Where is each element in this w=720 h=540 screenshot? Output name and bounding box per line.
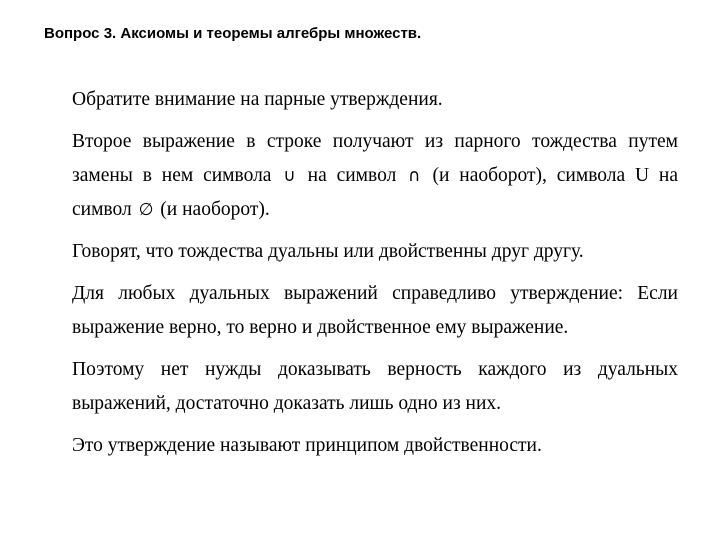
paragraph-duality: Говорят, что тождества дуальны или двойственны друг другу.: [72, 241, 584, 262]
paragraph-substitution-rule: [72, 125, 678, 227]
slide-content: [72, 83, 678, 471]
slide-title: Вопрос 3. Аксиомы и теоремы алгебры множеств.: [44, 25, 422, 42]
substitution-text-1: Второе выражение в строке получают из парного тождества путем замены в нем символа: [72, 131, 678, 186]
substitution-text-4: (и наоборот).: [160, 199, 270, 220]
paragraph-no-need-to-prove: Поэтому нет нужды доказывать верность каждого из дуальных выражений, достаточно доказать лишь одно из них.: [72, 359, 678, 414]
paragraph-duality-principle: Это утверждение называют принципом двойственности.: [72, 435, 542, 456]
paragraph-dual-expressions: Для любых дуальных выражений справедливо утверждение: Если выражение верно, то верно и двойственное ему выражение.: [72, 283, 678, 338]
substitution-text-2: на символ: [307, 165, 397, 186]
union-symbol: ∪: [283, 166, 296, 186]
intersection-symbol: ∩: [408, 166, 421, 186]
paragraph-paired-statements: Обратите внимание на парные утверждения.: [72, 89, 443, 110]
substitution-text-3: (и наоборот), символа U на символ: [72, 165, 679, 220]
empty-set-symbol: ∅: [138, 200, 154, 220]
